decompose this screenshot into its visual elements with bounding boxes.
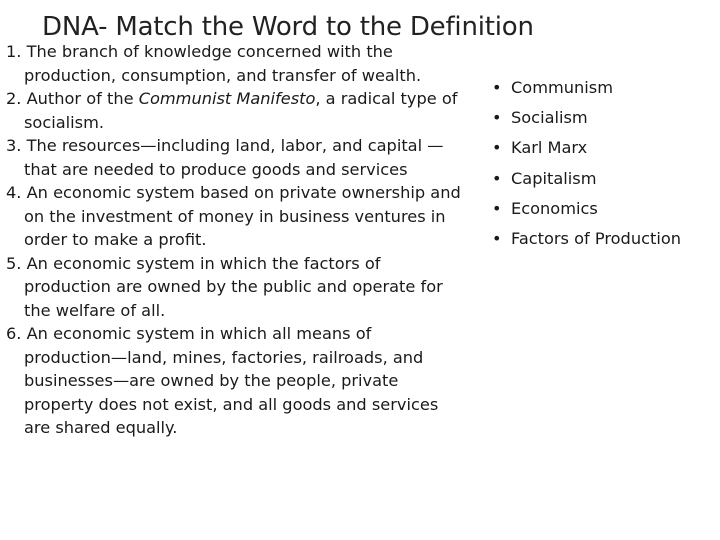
bullet-icon: •	[492, 198, 502, 218]
bullet-icon: •	[492, 229, 502, 249]
term-item-communism	[492, 73, 681, 103]
definition-2-book-title: Communist Manifesto	[138, 89, 316, 108]
definition-2-prefix: 2. Author of the	[6, 89, 139, 108]
definition-item-1: 1. The branch of knowledge concerned with the production, consumption, and transfer of wealth.	[6, 42, 422, 85]
definition-2-suffix: , a radical type of socialism.	[24, 89, 458, 132]
term-label: Karl Marx	[511, 138, 588, 158]
term-item-economics	[492, 194, 681, 224]
terms-list	[492, 73, 681, 254]
bullet-icon: •	[492, 108, 502, 128]
term-label: Communism	[511, 78, 613, 97]
term-item-socialism	[492, 103, 681, 133]
term-item-karl-marx	[492, 133, 681, 163]
term-label: Economics	[511, 198, 598, 218]
term-label: Factors of Production	[511, 229, 681, 249]
definition-item-4: 4. An economic system based on private ownership and on the investment of money in business ventures in order to make a profit.	[6, 183, 461, 249]
slide-title: DNA- Match the Word to the Definition	[42, 12, 534, 42]
definition-item-2	[6, 87, 461, 134]
term-item-capitalism	[492, 164, 681, 194]
term-label: Capitalism	[511, 168, 597, 188]
bullet-icon: •	[492, 78, 502, 97]
term-label: Socialism	[511, 108, 588, 128]
definition-item-3: 3. The resources—including land, labor, and capital —that are needed to produce goods and services	[6, 136, 444, 179]
definitions-list	[6, 40, 461, 440]
definition-item-6: 6. An economic system in which all means of production—land, mines, factories, railroads, and businesses—are owned by the people, private property does not exist, and all goods and services are shared equally.	[6, 324, 439, 437]
definition-item-5: 5. An economic system in which the factors of production are owned by the public and operate for the welfare of all.	[6, 253, 443, 320]
bullet-icon: •	[492, 138, 502, 158]
term-item-factors-of-production	[492, 224, 681, 254]
bullet-icon: •	[492, 168, 502, 188]
